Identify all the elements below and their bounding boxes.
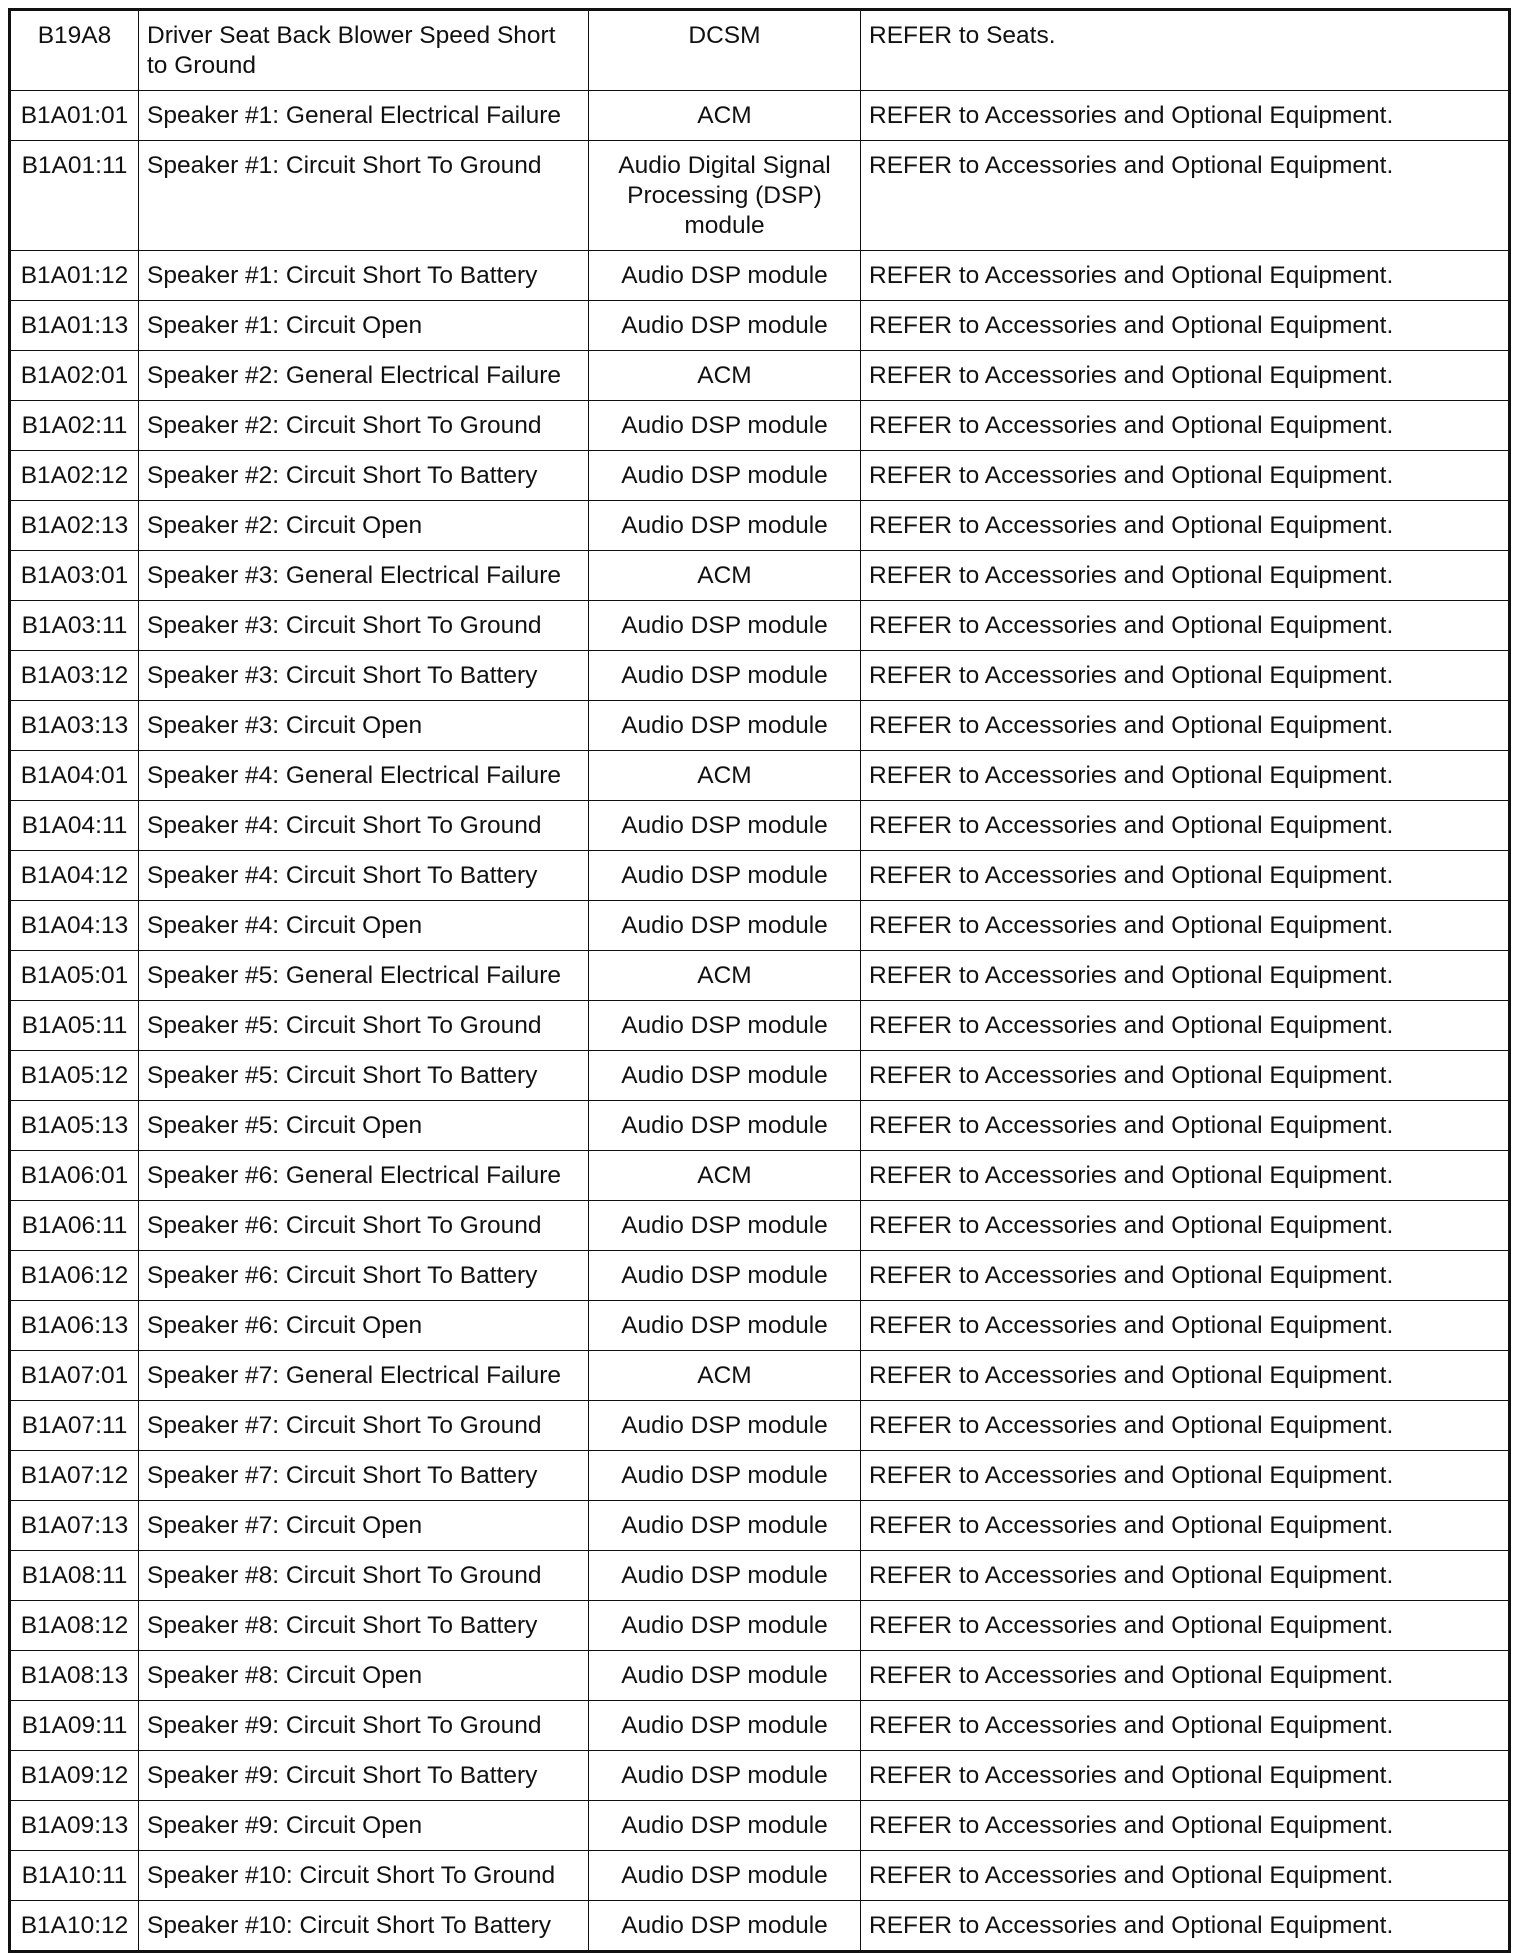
action-cell: REFER to Accessories and Optional Equipment. [861, 251, 1510, 301]
description-cell: Speaker #6: Circuit Short To Battery [139, 1251, 589, 1301]
table-row [10, 1401, 1510, 1451]
module-cell: Audio DSP module [589, 251, 861, 301]
module-cell: Audio DSP module [589, 601, 861, 651]
dtc-code-cell: B1A09:12 [10, 1751, 139, 1801]
table-row [10, 1551, 1510, 1601]
module-cell: Audio DSP module [589, 901, 861, 951]
table-row [10, 1451, 1510, 1501]
action-cell: REFER to Accessories and Optional Equipment. [861, 1901, 1510, 1952]
dtc-code-cell: B1A01:11 [10, 141, 139, 251]
table-row [10, 1751, 1510, 1801]
action-cell: REFER to Accessories and Optional Equipment. [861, 141, 1510, 251]
description-cell: Speaker #4: Circuit Short To Battery [139, 851, 589, 901]
module-cell: Audio DSP module [589, 1101, 861, 1151]
table-row [10, 801, 1510, 851]
description-cell: Speaker #1: Circuit Short To Ground [139, 141, 589, 251]
table-row [10, 1501, 1510, 1551]
dtc-code-cell: B1A05:01 [10, 951, 139, 1001]
dtc-code-cell: B1A10:11 [10, 1851, 139, 1901]
description-cell: Speaker #10: Circuit Short To Battery [139, 1901, 589, 1952]
module-cell: ACM [589, 1351, 861, 1401]
module-cell: Audio DSP module [589, 851, 861, 901]
module-cell: Audio DSP module [589, 1051, 861, 1101]
description-cell: Speaker #7: General Electrical Failure [139, 1351, 589, 1401]
action-cell: REFER to Accessories and Optional Equipment. [861, 1651, 1510, 1701]
dtc-code-cell: B1A01:01 [10, 91, 139, 141]
description-cell: Speaker #8: Circuit Short To Ground [139, 1551, 589, 1601]
module-cell: Audio DSP module [589, 1651, 861, 1701]
action-cell: REFER to Accessories and Optional Equipment. [861, 1051, 1510, 1101]
table-row [10, 1301, 1510, 1351]
dtc-code-cell: B1A06:01 [10, 1151, 139, 1201]
table-row [10, 1001, 1510, 1051]
action-cell: REFER to Accessories and Optional Equipment. [861, 1201, 1510, 1251]
table-row [10, 751, 1510, 801]
module-cell: Audio DSP module [589, 1751, 861, 1801]
action-cell: REFER to Accessories and Optional Equipment. [861, 901, 1510, 951]
table-row [10, 351, 1510, 401]
action-cell: REFER to Accessories and Optional Equipment. [861, 1251, 1510, 1301]
table-row [10, 91, 1510, 141]
module-cell: DCSM [589, 10, 861, 91]
description-cell: Speaker #5: Circuit Short To Ground [139, 1001, 589, 1051]
module-cell: ACM [589, 351, 861, 401]
module-cell: Audio DSP module [589, 1001, 861, 1051]
action-cell: REFER to Accessories and Optional Equipment. [861, 1551, 1510, 1601]
module-cell: ACM [589, 91, 861, 141]
table-row [10, 651, 1510, 701]
description-cell: Speaker #7: Circuit Short To Ground [139, 1401, 589, 1451]
action-cell: REFER to Accessories and Optional Equipment. [861, 651, 1510, 701]
dtc-code-cell: B1A03:11 [10, 601, 139, 651]
table-row [10, 1801, 1510, 1851]
dtc-code-cell: B1A05:12 [10, 1051, 139, 1101]
action-cell: REFER to Seats. [861, 10, 1510, 91]
module-cell: Audio DSP module [589, 1851, 861, 1901]
table-row [10, 1901, 1510, 1952]
dtc-code-cell: B1A04:13 [10, 901, 139, 951]
table-row [10, 551, 1510, 601]
table-row [10, 141, 1510, 251]
description-cell: Speaker #7: Circuit Short To Battery [139, 1451, 589, 1501]
table-row [10, 10, 1510, 91]
module-cell: Audio Digital Signal Processing (DSP) module [589, 141, 861, 251]
description-cell: Speaker #8: Circuit Short To Battery [139, 1601, 589, 1651]
action-cell: REFER to Accessories and Optional Equipment. [861, 951, 1510, 1001]
module-cell: Audio DSP module [589, 1451, 861, 1501]
description-cell: Speaker #4: General Electrical Failure [139, 751, 589, 801]
module-cell: Audio DSP module [589, 501, 861, 551]
module-cell: Audio DSP module [589, 701, 861, 751]
action-cell: REFER to Accessories and Optional Equipment. [861, 701, 1510, 751]
module-cell: Audio DSP module [589, 1201, 861, 1251]
description-cell: Speaker #9: Circuit Short To Ground [139, 1701, 589, 1751]
action-cell: REFER to Accessories and Optional Equipment. [861, 501, 1510, 551]
table-row [10, 251, 1510, 301]
action-cell: REFER to Accessories and Optional Equipment. [861, 801, 1510, 851]
action-cell: REFER to Accessories and Optional Equipment. [861, 1401, 1510, 1451]
action-cell: REFER to Accessories and Optional Equipment. [861, 751, 1510, 801]
description-cell: Speaker #2: Circuit Short To Battery [139, 451, 589, 501]
action-cell: REFER to Accessories and Optional Equipment. [861, 1301, 1510, 1351]
description-cell: Speaker #4: Circuit Open [139, 901, 589, 951]
description-cell: Speaker #6: Circuit Open [139, 1301, 589, 1351]
dtc-code-cell: B1A07:01 [10, 1351, 139, 1401]
module-cell: Audio DSP module [589, 1801, 861, 1851]
table-row [10, 451, 1510, 501]
table-row [10, 1651, 1510, 1701]
action-cell: REFER to Accessories and Optional Equipment. [861, 351, 1510, 401]
module-cell: Audio DSP module [589, 401, 861, 451]
action-cell: REFER to Accessories and Optional Equipment. [861, 401, 1510, 451]
table-row [10, 601, 1510, 651]
table-row [10, 1201, 1510, 1251]
module-cell: Audio DSP module [589, 1251, 861, 1301]
table-row [10, 901, 1510, 951]
dtc-code-cell: B1A01:13 [10, 301, 139, 351]
description-cell: Speaker #9: Circuit Open [139, 1801, 589, 1851]
dtc-code-cell: B1A04:12 [10, 851, 139, 901]
dtc-code-cell: B1A08:13 [10, 1651, 139, 1701]
dtc-code-cell: B1A02:12 [10, 451, 139, 501]
action-cell: REFER to Accessories and Optional Equipment. [861, 1501, 1510, 1551]
module-cell: Audio DSP module [589, 301, 861, 351]
description-cell: Speaker #3: Circuit Short To Ground [139, 601, 589, 651]
module-cell: ACM [589, 951, 861, 1001]
dtc-code-cell: B1A10:12 [10, 1901, 139, 1952]
action-cell: REFER to Accessories and Optional Equipment. [861, 1601, 1510, 1651]
module-cell: ACM [589, 551, 861, 601]
dtc-code-cell: B1A03:01 [10, 551, 139, 601]
action-cell: REFER to Accessories and Optional Equipment. [861, 1701, 1510, 1751]
action-cell: REFER to Accessories and Optional Equipment. [861, 1451, 1510, 1501]
module-cell: Audio DSP module [589, 1601, 861, 1651]
module-cell: ACM [589, 751, 861, 801]
action-cell: REFER to Accessories and Optional Equipment. [861, 451, 1510, 501]
description-cell: Speaker #1: Circuit Open [139, 301, 589, 351]
dtc-code-cell: B1A05:11 [10, 1001, 139, 1051]
dtc-code-cell: B1A02:11 [10, 401, 139, 451]
action-cell: REFER to Accessories and Optional Equipment. [861, 1151, 1510, 1201]
table-row [10, 1351, 1510, 1401]
action-cell: REFER to Accessories and Optional Equipment. [861, 301, 1510, 351]
action-cell: REFER to Accessories and Optional Equipment. [861, 1751, 1510, 1801]
description-cell: Speaker #1: Circuit Short To Battery [139, 251, 589, 301]
module-cell: Audio DSP module [589, 1701, 861, 1751]
description-cell: Speaker #5: General Electrical Failure [139, 951, 589, 1001]
action-cell: REFER to Accessories and Optional Equipment. [861, 1851, 1510, 1901]
description-cell: Speaker #8: Circuit Open [139, 1651, 589, 1701]
table-row [10, 851, 1510, 901]
dtc-code-cell: B19A8 [10, 10, 139, 91]
description-cell: Speaker #9: Circuit Short To Battery [139, 1751, 589, 1801]
dtc-code-cell: B1A05:13 [10, 1101, 139, 1151]
dtc-table [8, 8, 1511, 1953]
dtc-code-cell: B1A06:13 [10, 1301, 139, 1351]
dtc-code-cell: B1A03:12 [10, 651, 139, 701]
table-row [10, 1701, 1510, 1751]
description-cell: Speaker #7: Circuit Open [139, 1501, 589, 1551]
module-cell: Audio DSP module [589, 651, 861, 701]
dtc-code-cell: B1A07:13 [10, 1501, 139, 1551]
dtc-code-cell: B1A02:13 [10, 501, 139, 551]
module-cell: Audio DSP module [589, 801, 861, 851]
description-cell: Speaker #5: Circuit Open [139, 1101, 589, 1151]
action-cell: REFER to Accessories and Optional Equipment. [861, 91, 1510, 141]
description-cell: Speaker #3: Circuit Open [139, 701, 589, 751]
dtc-code-cell: B1A02:01 [10, 351, 139, 401]
description-cell: Speaker #2: Circuit Open [139, 501, 589, 551]
dtc-code-cell: B1A06:11 [10, 1201, 139, 1251]
dtc-code-cell: B1A01:12 [10, 251, 139, 301]
table-row [10, 701, 1510, 751]
action-cell: REFER to Accessories and Optional Equipment. [861, 851, 1510, 901]
description-cell: Speaker #4: Circuit Short To Ground [139, 801, 589, 851]
module-cell: Audio DSP module [589, 1401, 861, 1451]
description-cell: Speaker #2: General Electrical Failure [139, 351, 589, 401]
dtc-code-cell: B1A08:12 [10, 1601, 139, 1651]
module-cell: Audio DSP module [589, 1301, 861, 1351]
action-cell: REFER to Accessories and Optional Equipment. [861, 601, 1510, 651]
module-cell: ACM [589, 1151, 861, 1201]
action-cell: REFER to Accessories and Optional Equipment. [861, 1351, 1510, 1401]
module-cell: Audio DSP module [589, 451, 861, 501]
action-cell: REFER to Accessories and Optional Equipment. [861, 1101, 1510, 1151]
action-cell: REFER to Accessories and Optional Equipment. [861, 1801, 1510, 1851]
description-cell: Speaker #6: General Electrical Failure [139, 1151, 589, 1201]
description-cell: Speaker #3: Circuit Short To Battery [139, 651, 589, 701]
dtc-table-body [10, 10, 1510, 1952]
dtc-code-cell: B1A09:11 [10, 1701, 139, 1751]
table-row [10, 401, 1510, 451]
table-row [10, 1601, 1510, 1651]
description-cell: Speaker #6: Circuit Short To Ground [139, 1201, 589, 1251]
description-cell: Speaker #10: Circuit Short To Ground [139, 1851, 589, 1901]
table-row [10, 1101, 1510, 1151]
dtc-code-cell: B1A09:13 [10, 1801, 139, 1851]
table-row [10, 1251, 1510, 1301]
description-cell: Speaker #5: Circuit Short To Battery [139, 1051, 589, 1101]
module-cell: Audio DSP module [589, 1901, 861, 1952]
dtc-code-cell: B1A03:13 [10, 701, 139, 751]
action-cell: REFER to Accessories and Optional Equipment. [861, 551, 1510, 601]
description-cell: Speaker #1: General Electrical Failure [139, 91, 589, 141]
table-row [10, 501, 1510, 551]
description-cell: Speaker #2: Circuit Short To Ground [139, 401, 589, 451]
module-cell: Audio DSP module [589, 1501, 861, 1551]
description-cell: Driver Seat Back Blower Speed Short to Ground [139, 10, 589, 91]
dtc-code-cell: B1A07:12 [10, 1451, 139, 1501]
dtc-code-cell: B1A06:12 [10, 1251, 139, 1301]
dtc-code-cell: B1A04:01 [10, 751, 139, 801]
dtc-code-cell: B1A07:11 [10, 1401, 139, 1451]
dtc-code-cell: B1A08:11 [10, 1551, 139, 1601]
table-row [10, 301, 1510, 351]
dtc-code-cell: B1A04:11 [10, 801, 139, 851]
table-row [10, 1151, 1510, 1201]
module-cell: Audio DSP module [589, 1551, 861, 1601]
action-cell: REFER to Accessories and Optional Equipment. [861, 1001, 1510, 1051]
table-row [10, 951, 1510, 1001]
description-cell: Speaker #3: General Electrical Failure [139, 551, 589, 601]
table-row [10, 1051, 1510, 1101]
